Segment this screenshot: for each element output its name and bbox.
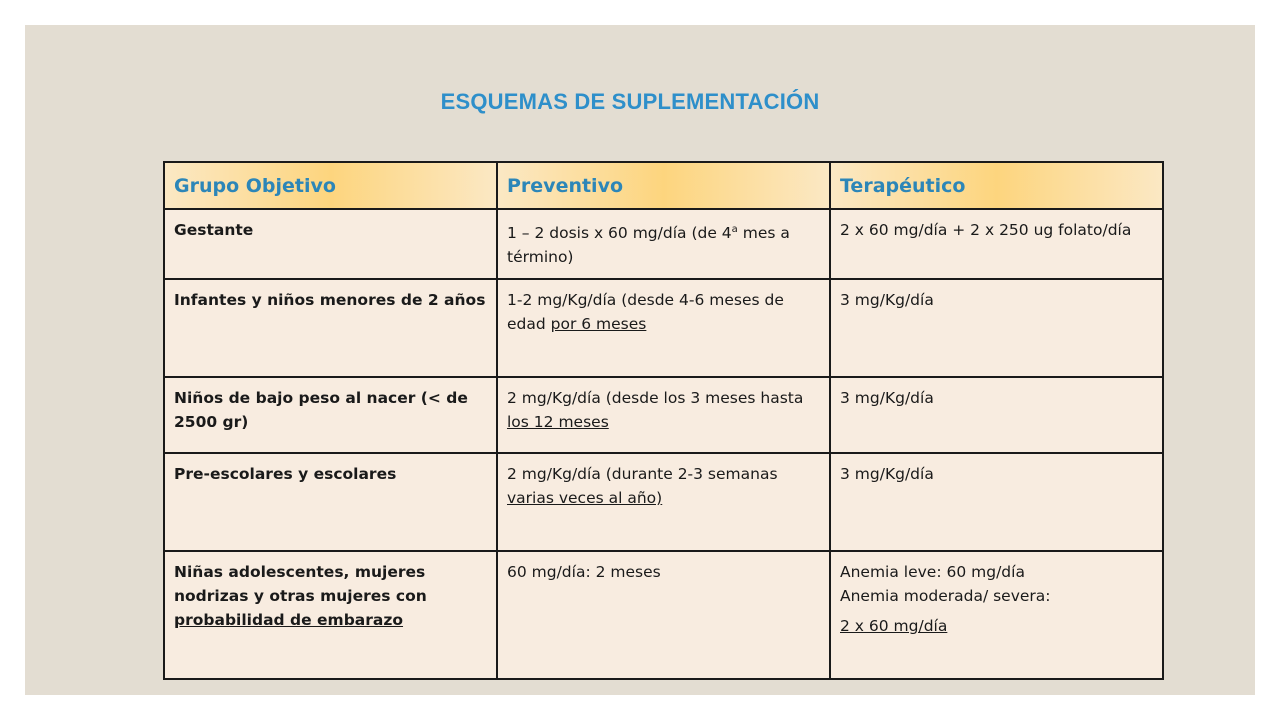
- cell-underlined-text: los 12 meses: [507, 413, 609, 431]
- cell-group: Infantes y niños menores de 2 años: [164, 279, 497, 377]
- header-preventivo: Preventivo: [497, 162, 830, 209]
- cell-group: Gestante: [164, 209, 497, 279]
- cell-preventive: [497, 209, 830, 279]
- slide: [25, 25, 1255, 695]
- cell-text: Niñas adolescentes, mujeres nodrizas y otras mujeres con: [174, 563, 427, 605]
- cell-text: 2 mg/Kg/día (durante 2-3 semanas: [507, 465, 778, 483]
- cell-superscript: a: [731, 224, 738, 235]
- cell-text: 2 mg/Kg/día (desde los 3 meses hasta: [507, 389, 804, 407]
- cell-underlined-text: por 6 meses: [550, 315, 647, 333]
- cell-preventive: [497, 453, 830, 551]
- table-row: [164, 377, 1163, 453]
- cell-therapeutic: [830, 551, 1163, 679]
- cell-underlined-text: varias veces al año): [507, 489, 663, 507]
- cell-therapeutic: 3 mg/Kg/día: [830, 453, 1163, 551]
- cell-underlined-text: 2 x 60 mg/día: [840, 617, 948, 635]
- table-row: [164, 453, 1163, 551]
- cell-preventive: [497, 377, 830, 453]
- table-row: [164, 209, 1163, 279]
- table-row: [164, 551, 1163, 679]
- cell-text: Anemia moderada/ severa:: [840, 587, 1051, 605]
- table-row: [164, 279, 1163, 377]
- cell-text: Anemia leve: 60 mg/día: [840, 563, 1025, 581]
- cell-therapeutic: 3 mg/Kg/día: [830, 377, 1163, 453]
- cell-text: mes a término): [507, 224, 790, 267]
- cell-underlined-text: probabilidad de embarazo: [174, 611, 404, 629]
- cell-group: Niños de bajo peso al nacer (< de 2500 gr): [164, 377, 497, 453]
- header-terapeutico: Terapéutico: [830, 162, 1163, 209]
- cell-therapeutic: 3 mg/Kg/día: [830, 279, 1163, 377]
- cell-text: 1 – 2 dosis x 60 mg/día (de 4: [507, 224, 732, 243]
- cell-group: Pre-escolares y escolares: [164, 453, 497, 551]
- supplementation-table: [163, 161, 1164, 680]
- cell-preventive: [497, 279, 830, 377]
- cell-group: [164, 551, 497, 679]
- header-grupo-objetivo: Grupo Objetivo: [164, 162, 497, 209]
- cell-text: 1-2 mg/Kg/día (desde 4-6 meses de edad: [507, 291, 784, 333]
- slide-title: ESQUEMAS DE SUPLEMENTACIÓN: [440, 89, 820, 114]
- cell-preventive: 60 mg/día: 2 meses: [497, 551, 830, 679]
- cell-therapeutic: 2 x 60 mg/día + 2 x 250 ug folato/día: [830, 209, 1163, 279]
- table-header-row: [164, 162, 1163, 209]
